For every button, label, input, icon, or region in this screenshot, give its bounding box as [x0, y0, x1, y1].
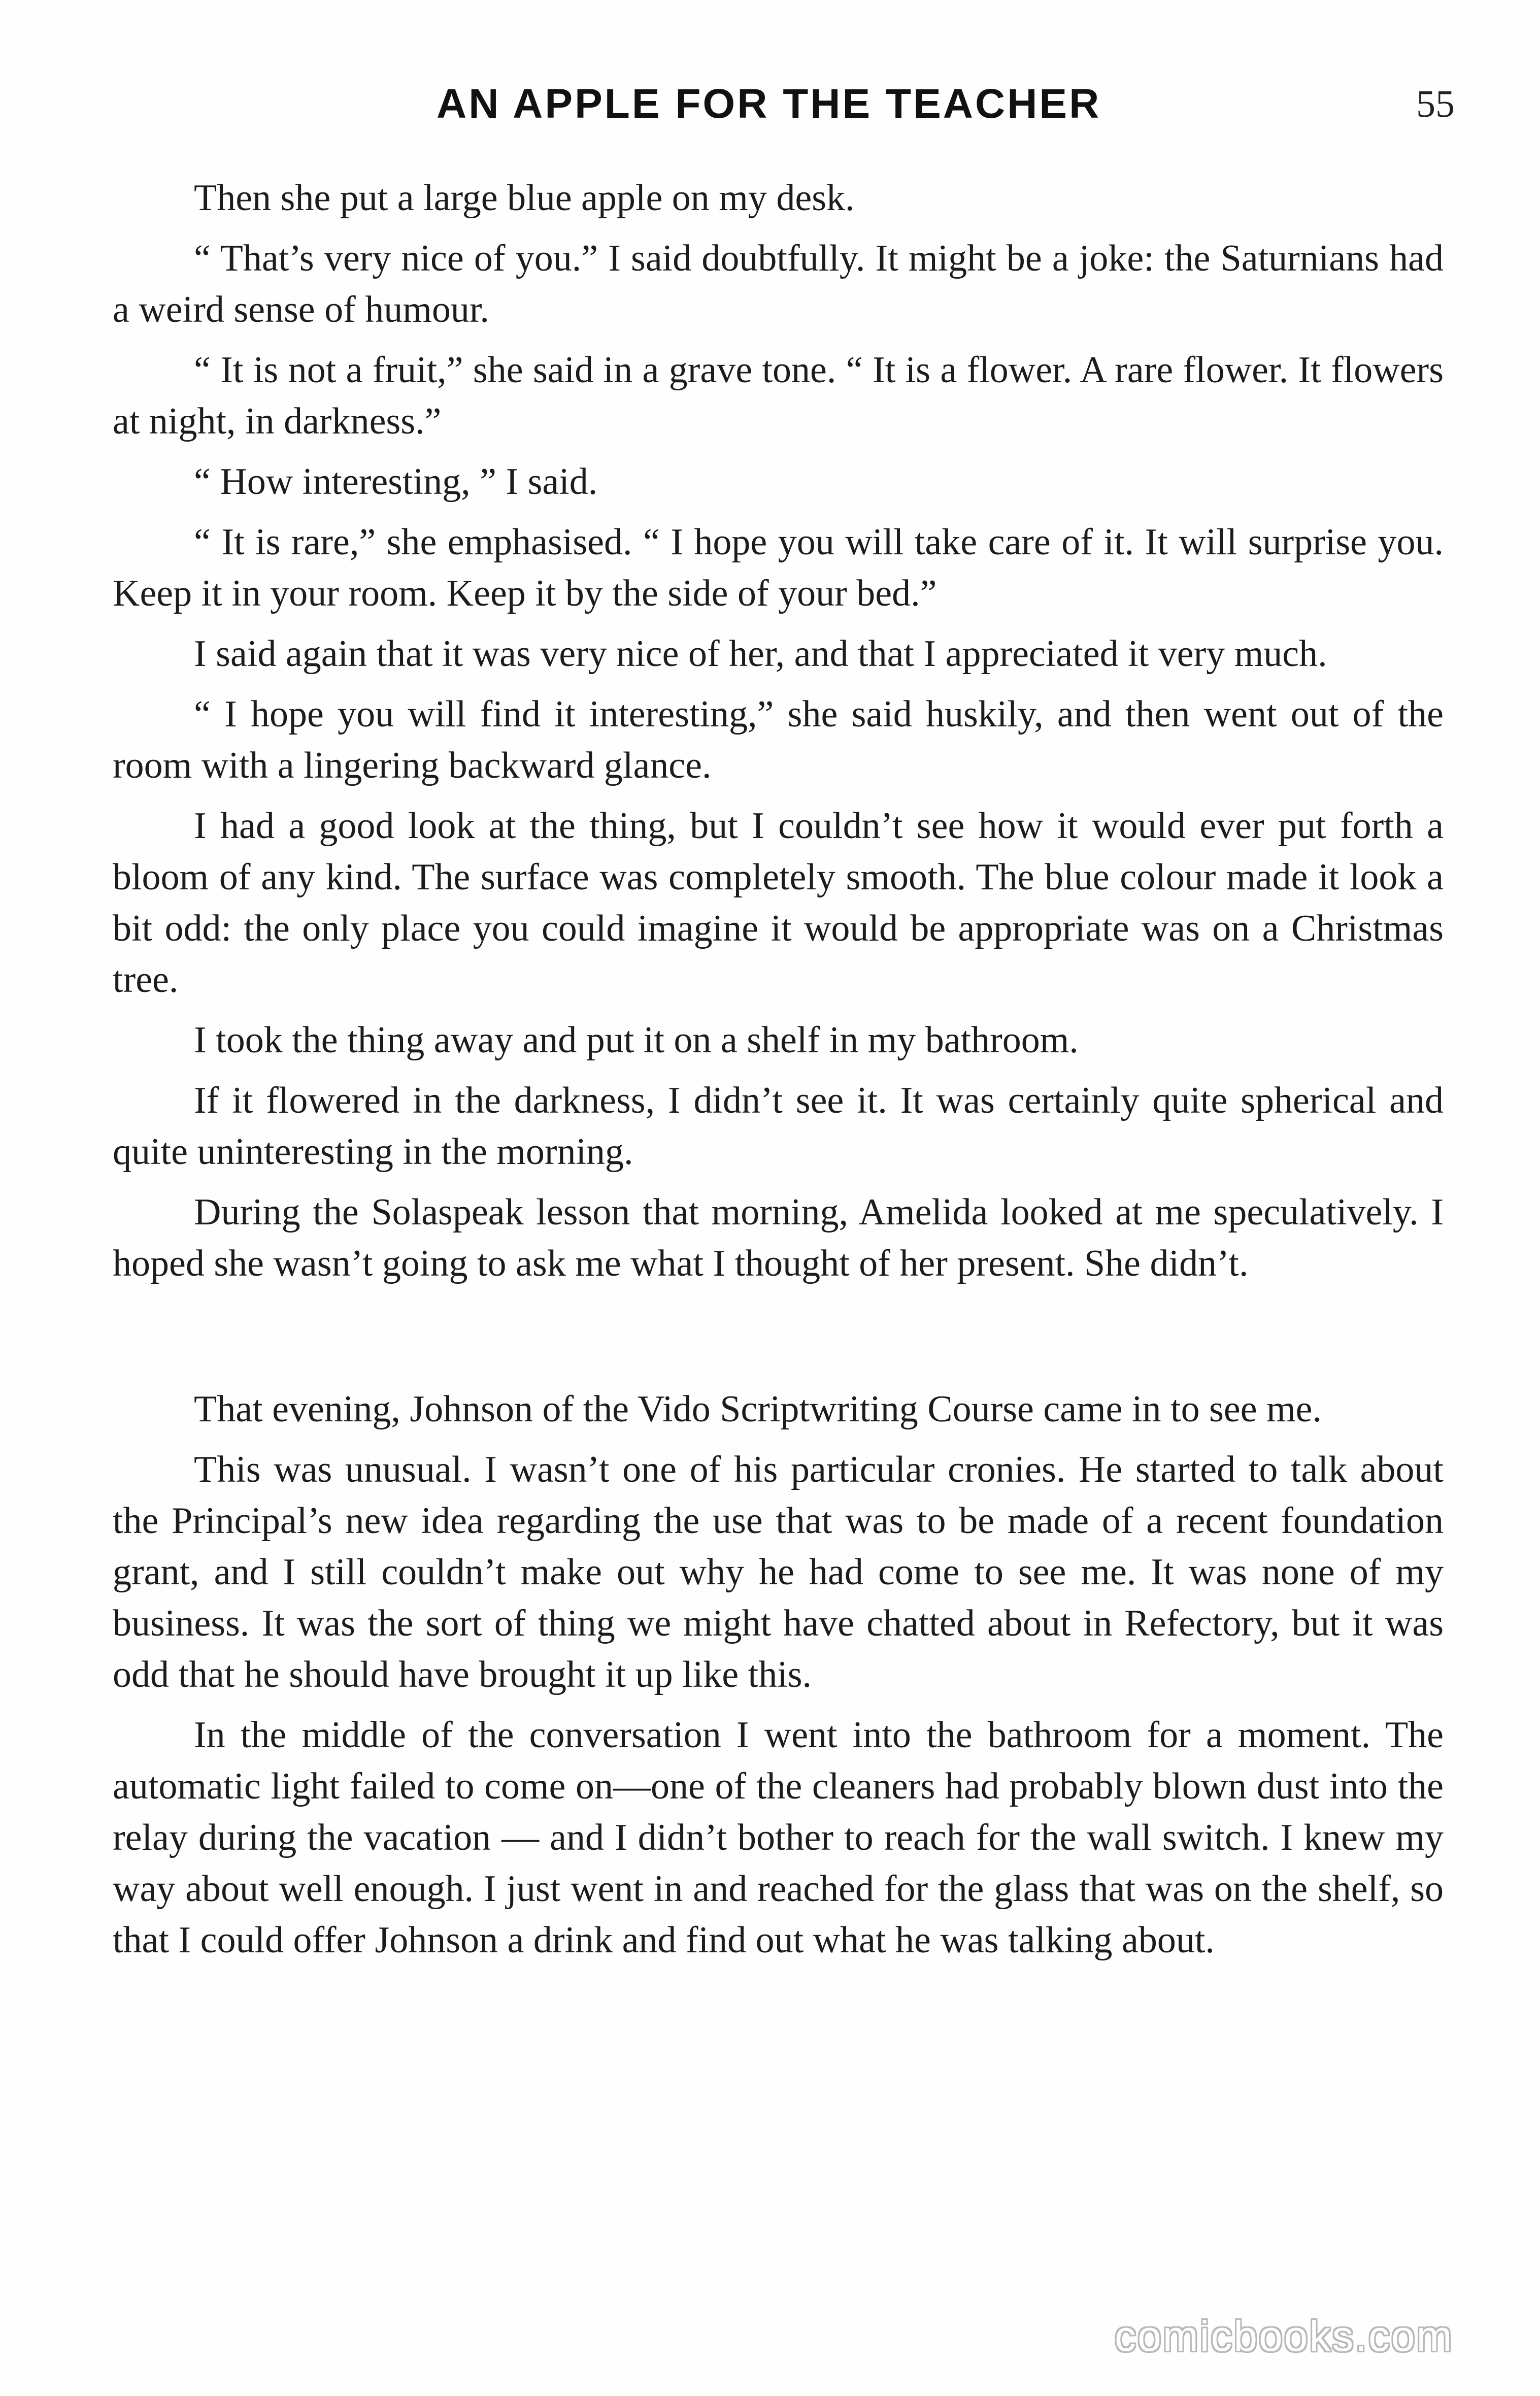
paragraph: That evening, Johnson of the Vido Scriptwriting Course came in to see me. [194, 1388, 1322, 1430]
paragraph: “ That’s very nice of you.” I said doubtfully. It might be a joke: the Saturnians had a weird sense of humour. [113, 238, 1444, 330]
paragraph: “ It is rare,” she emphasised. “ I hope you will take care of it. It will surprise you. Keep it in your room. Keep it by the side of your bed.” [113, 521, 1444, 614]
page-number: 55 [1416, 83, 1455, 125]
running-title: AN APPLE FOR THE TEACHER [437, 81, 1101, 127]
paragraph: This was unusual. I wasn’t one of his particular cronies. He started to talk about the Principal’s new idea regarding the use that was to be made of a recent foundation grant, and I still couldn’t make out why he had come to see me. It was none of my business. It was the sort of thing we might have chatted about in Refectory, but it was odd that he should have brought it up like this. [113, 1449, 1444, 1695]
paragraph: I said again that it was very nice of her, and that I appreciated it very much. [194, 633, 1327, 675]
paragraph: “ I hope you will find it interesting,” she said huskily, and then went out of the room with a lingering backward glance. [113, 693, 1444, 786]
body-text [113, 173, 1444, 1975]
paragraph: “ How interesting, ” I said. [194, 461, 598, 503]
paragraph: “ It is not a fruit,” she said in a grave tone. “ It is a flower. A rare flower. It flowers at night, in darkness.” [113, 349, 1444, 442]
watermark: comicbooks.com [1115, 2312, 1454, 2360]
section-break [113, 1299, 1444, 1384]
paragraph: In the middle of the conversation I went into the bathroom for a moment. The automatic light failed to come on—one of the cleaners had probably blown dust into the relay during the vacation — and I didn’t bother to reach for the wall switch. I knew my way about well enough. I just went in and reached for the glass that was on the shelf, so that I could offer Johnson a drink and find out what he was talking about. [113, 1714, 1444, 1961]
paragraph: Then she put a large blue apple on my desk. [194, 177, 855, 219]
paragraph: I had a good look at the thing, but I couldn’t see how it would ever put forth a bloom of any kind. The surface was completely smooth. The blue colour made it look a bit odd: the only place you could imagine it would be appropriate was on a Christmas tree. [113, 805, 1444, 1001]
paragraph: During the Solaspeak lesson that morning, Amelida looked at me speculatively. I hoped she wasn’t going to ask me what I thought of her present. She didn’t. [113, 1191, 1444, 1284]
paragraph: I took the thing away and put it on a shelf in my bathroom. [194, 1019, 1079, 1061]
paragraph: If it flowered in the darkness, I didn’t see it. It was certainly quite spherical and quite uninteresting in the morning. [113, 1080, 1444, 1173]
running-header [0, 76, 1540, 132]
